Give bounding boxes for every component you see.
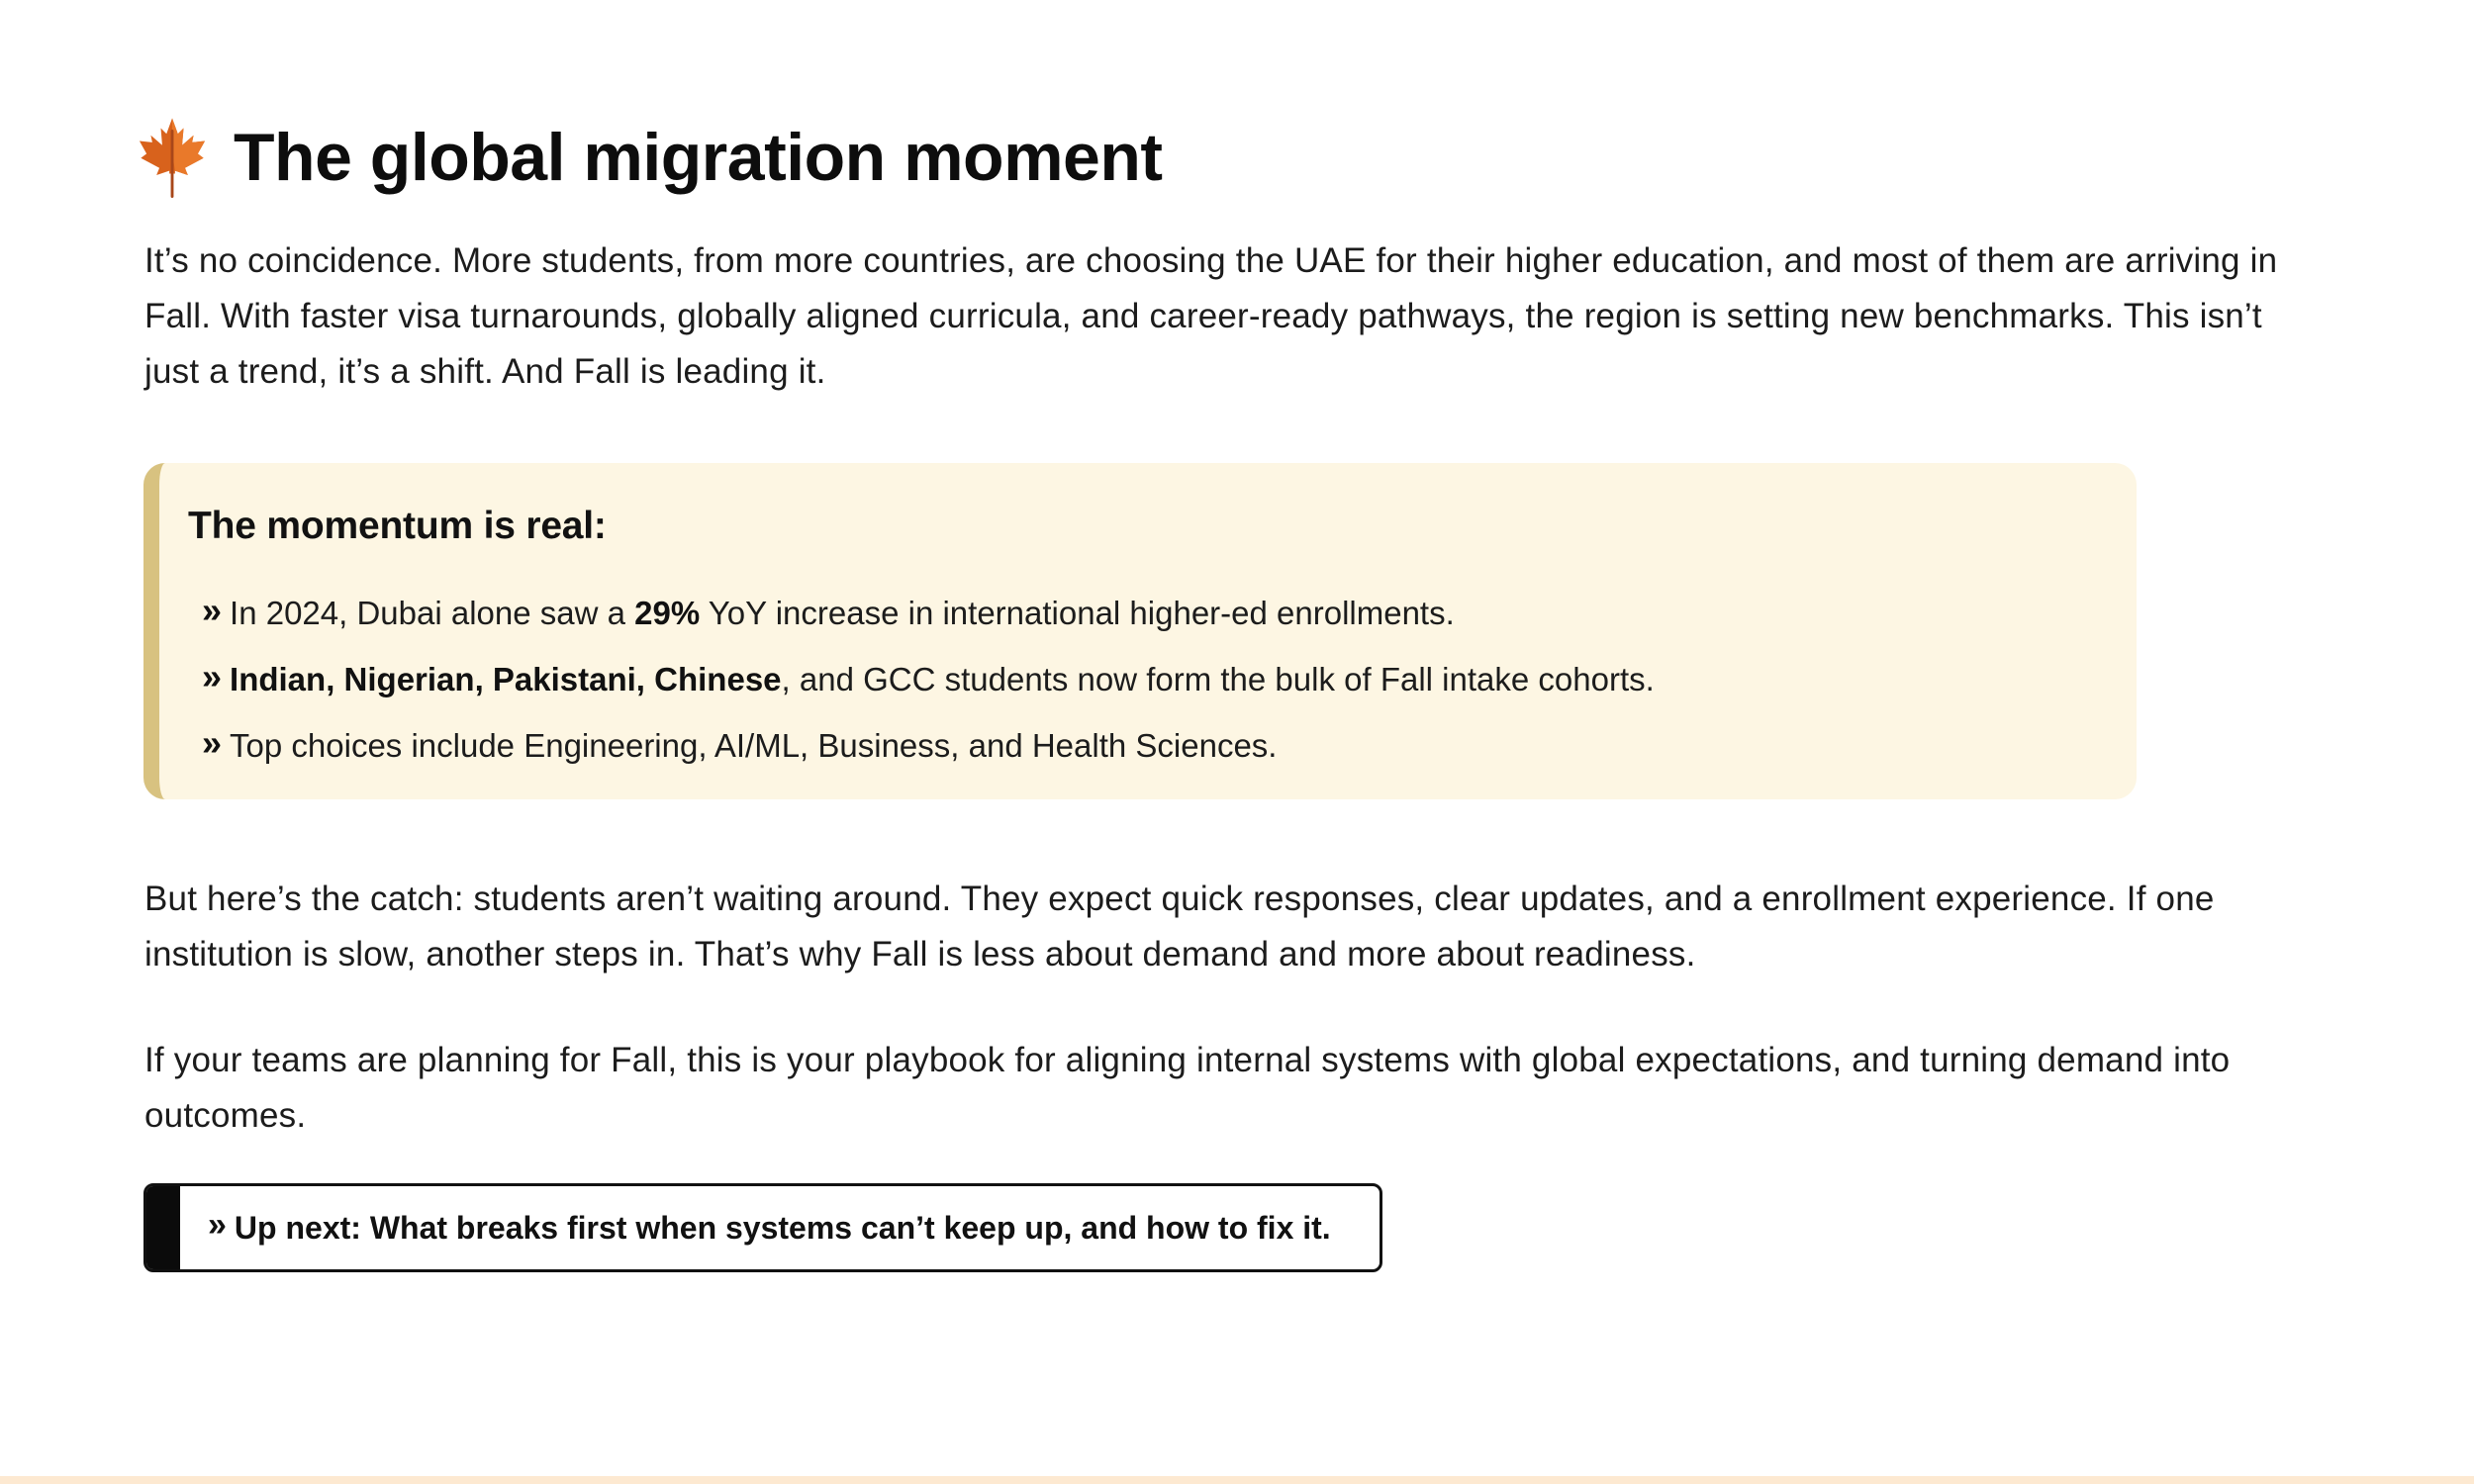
list-item: [202, 712, 1655, 779]
footer-band: [0, 1476, 2474, 1484]
double-chevron-icon: »: [202, 589, 223, 630]
up-next-label: [208, 1205, 1331, 1248]
intro-paragraph: It’s no coincidence. More students, from more countries, are choosing the UAE for their higher education, and most of them are arriving in Fall. With faster visa turnarounds, globally aligned curricula, and career-ready pathways, the region is setting new benchmarks. This isn’t just a trend, it’s a shift. And Fall is leading it.: [144, 241, 2278, 391]
catch-paragraph: But here’s the catch: students aren’t waiting around. They expect quick responses, clear updates, and a enrollment experience. If one institution is slow, another steps in. That’s why Fall is less about demand and more about readiness.: [144, 880, 2215, 974]
bullet-text-pre: In 2024, Dubai alone saw a: [230, 594, 635, 631]
bullet-text-post: , and GCC students now form the bulk of Fall intake cohorts.: [781, 660, 1655, 697]
bullet-text-bold: 29%: [634, 594, 701, 631]
bullet-text-bold: Indian, Nigerian, Pakistani, Chinese: [230, 660, 782, 697]
list-item: [202, 580, 1655, 646]
up-next-banner: [143, 1183, 1382, 1272]
bullet-text-pre: Top choices include Engineering, AI/ML, Business, and Health Sciences.: [230, 726, 1278, 764]
section-heading: [137, 117, 1163, 198]
bullet-text-post: YoY increase in international higher-ed enrollments.: [700, 594, 1455, 631]
playbook-paragraph: If your teams are planning for Fall, this is your playbook for aligning internal systems with global expectations, and turning demand into outcomes.: [144, 1041, 2231, 1135]
double-chevron-icon: »: [202, 721, 223, 763]
up-next-text: Up next: What breaks first when systems can’t keep up, and how to fix it.: [234, 1209, 1331, 1246]
maple-leaf-icon: [137, 117, 208, 198]
double-chevron-icon: »: [208, 1205, 227, 1244]
page-title: The global migration moment: [234, 120, 1163, 195]
list-item: [202, 646, 1655, 712]
momentum-list: [202, 580, 1655, 779]
double-chevron-icon: »: [202, 655, 223, 696]
callout-title: The momentum is real:: [188, 505, 607, 547]
up-next-accent-bar: [146, 1186, 180, 1269]
